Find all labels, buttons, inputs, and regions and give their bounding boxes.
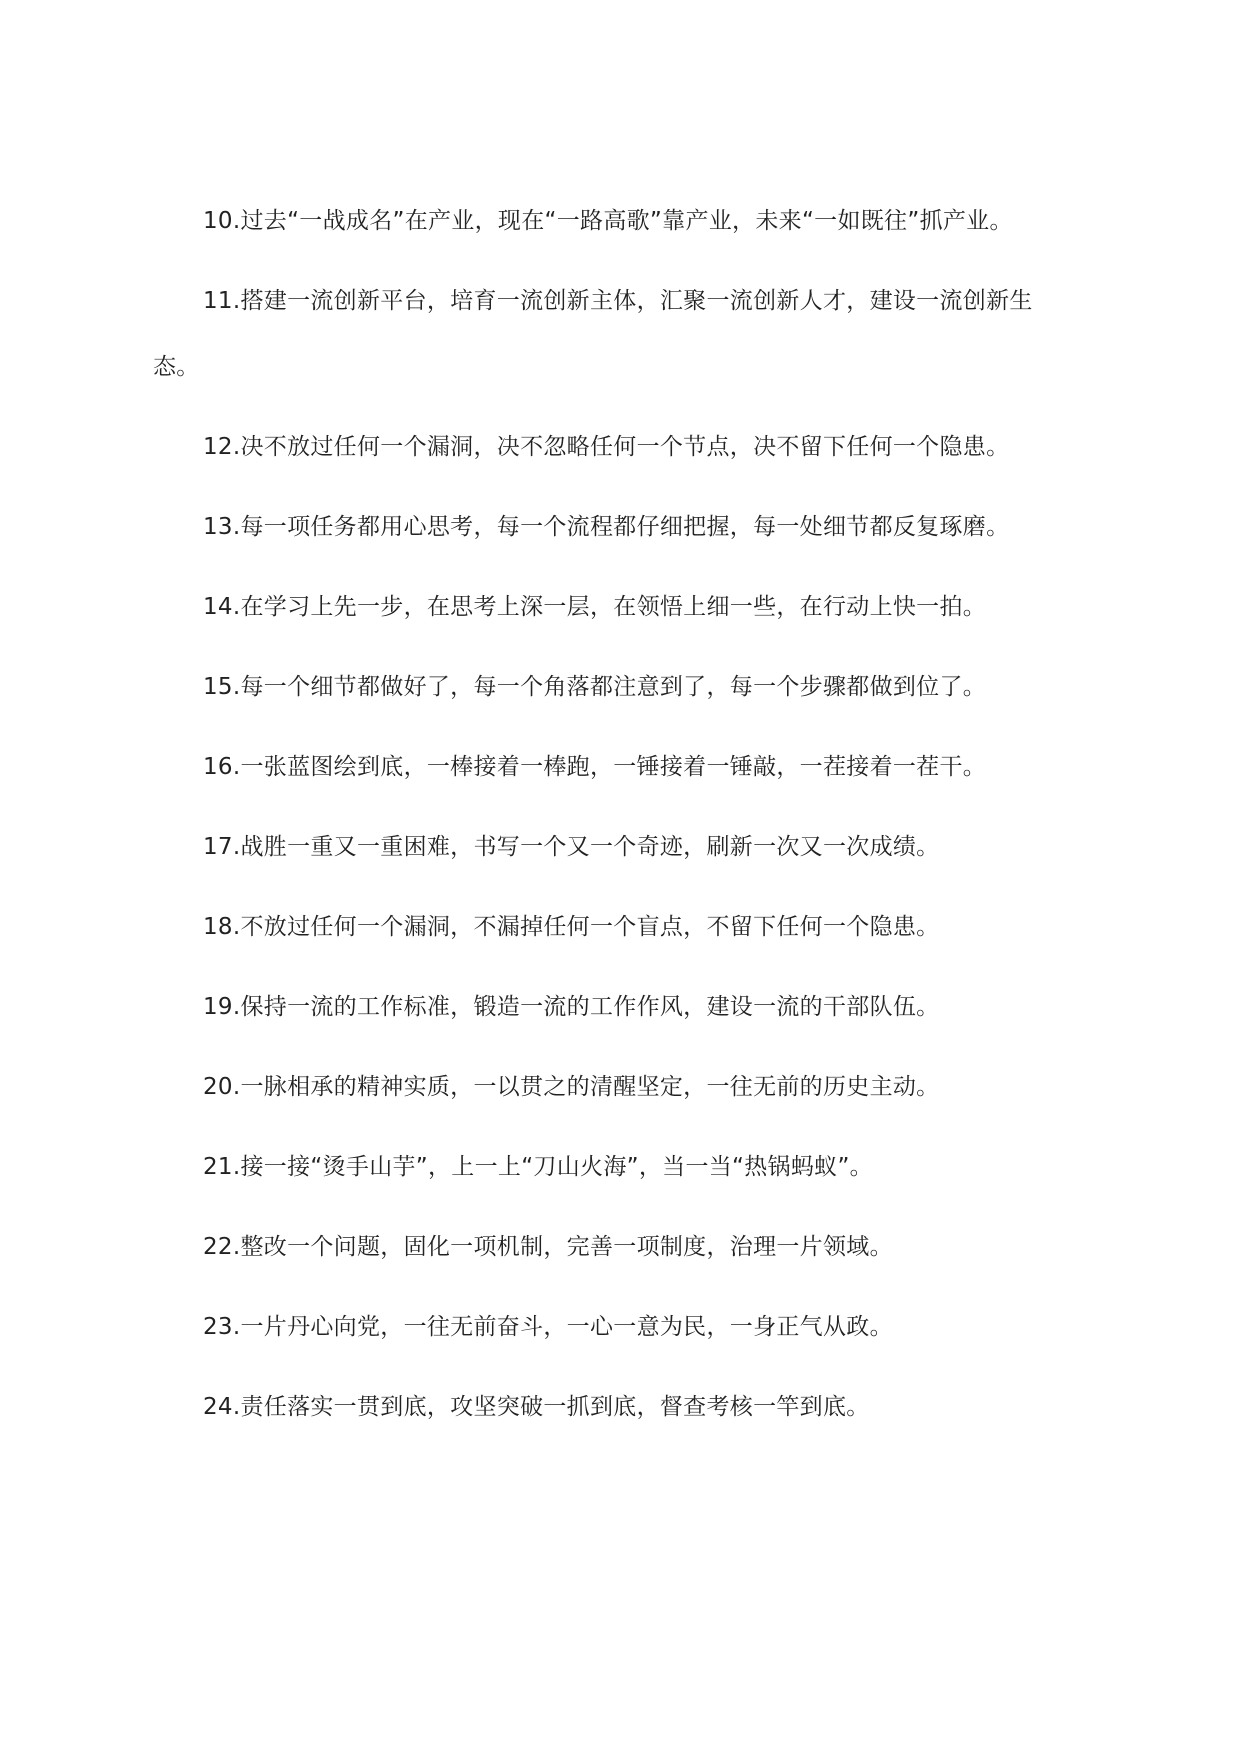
paragraph-12: 12.决不放过任何一个漏洞，决不忽略任何一个节点，决不留下任何一个隐患。	[203, 434, 1010, 460]
paragraph-23: 23.一片丹心向党，一往无前奋斗，一心一意为民，一身正气从政。	[203, 1314, 893, 1340]
paragraph-19: 19.保持一流的工作标准，锻造一流的工作作风，建设一流的干部队伍。	[203, 994, 940, 1020]
paragraph-13: 13.每一项任务都用心思考，每一个流程都仔细把握，每一处细节都反复琢磨。	[203, 514, 1010, 540]
paragraph-21: 21.接一接“烫手山芋”，上一上“刀山火海”，当一当“热锅蚂蚁”。	[203, 1154, 873, 1180]
paragraph-11: 11.搭建一流创新平台，培育一流创新主体，汇聚一流创新人才，建设一流创新生态。	[153, 288, 1033, 380]
paragraph-20: 20.一脉相承的精神实质，一以贯之的清醒坚定，一往无前的历史主动。	[203, 1074, 940, 1100]
document-body	[153, 188, 1058, 1440]
paragraph-10: 10.过去“一战成名”在产业，现在“一路高歌”靠产业，未来“一如既往”抓产业。	[203, 208, 1013, 234]
paragraph-15: 15.每一个细节都做好了，每一个角落都注意到了，每一个步骤都做到位了。	[203, 674, 987, 700]
paragraph-24: 24.责任落实一贯到底，攻坚突破一抓到底，督查考核一竿到底。	[203, 1394, 870, 1420]
paragraph-22: 22.整改一个问题，固化一项机制，完善一项制度，治理一片领域。	[203, 1234, 893, 1260]
paragraph-16: 16.一张蓝图绘到底，一棒接着一棒跑，一锤接着一锤敲，一茬接着一茬干。	[203, 754, 987, 780]
paragraph-14: 14.在学习上先一步，在思考上深一层，在领悟上细一些，在行动上快一拍。	[203, 594, 987, 620]
paragraph-17: 17.战胜一重又一重困难，书写一个又一个奇迹，刷新一次又一次成绩。	[203, 834, 940, 860]
paragraph-18: 18.不放过任何一个漏洞，不漏掉任何一个盲点，不留下任何一个隐患。	[203, 914, 940, 940]
